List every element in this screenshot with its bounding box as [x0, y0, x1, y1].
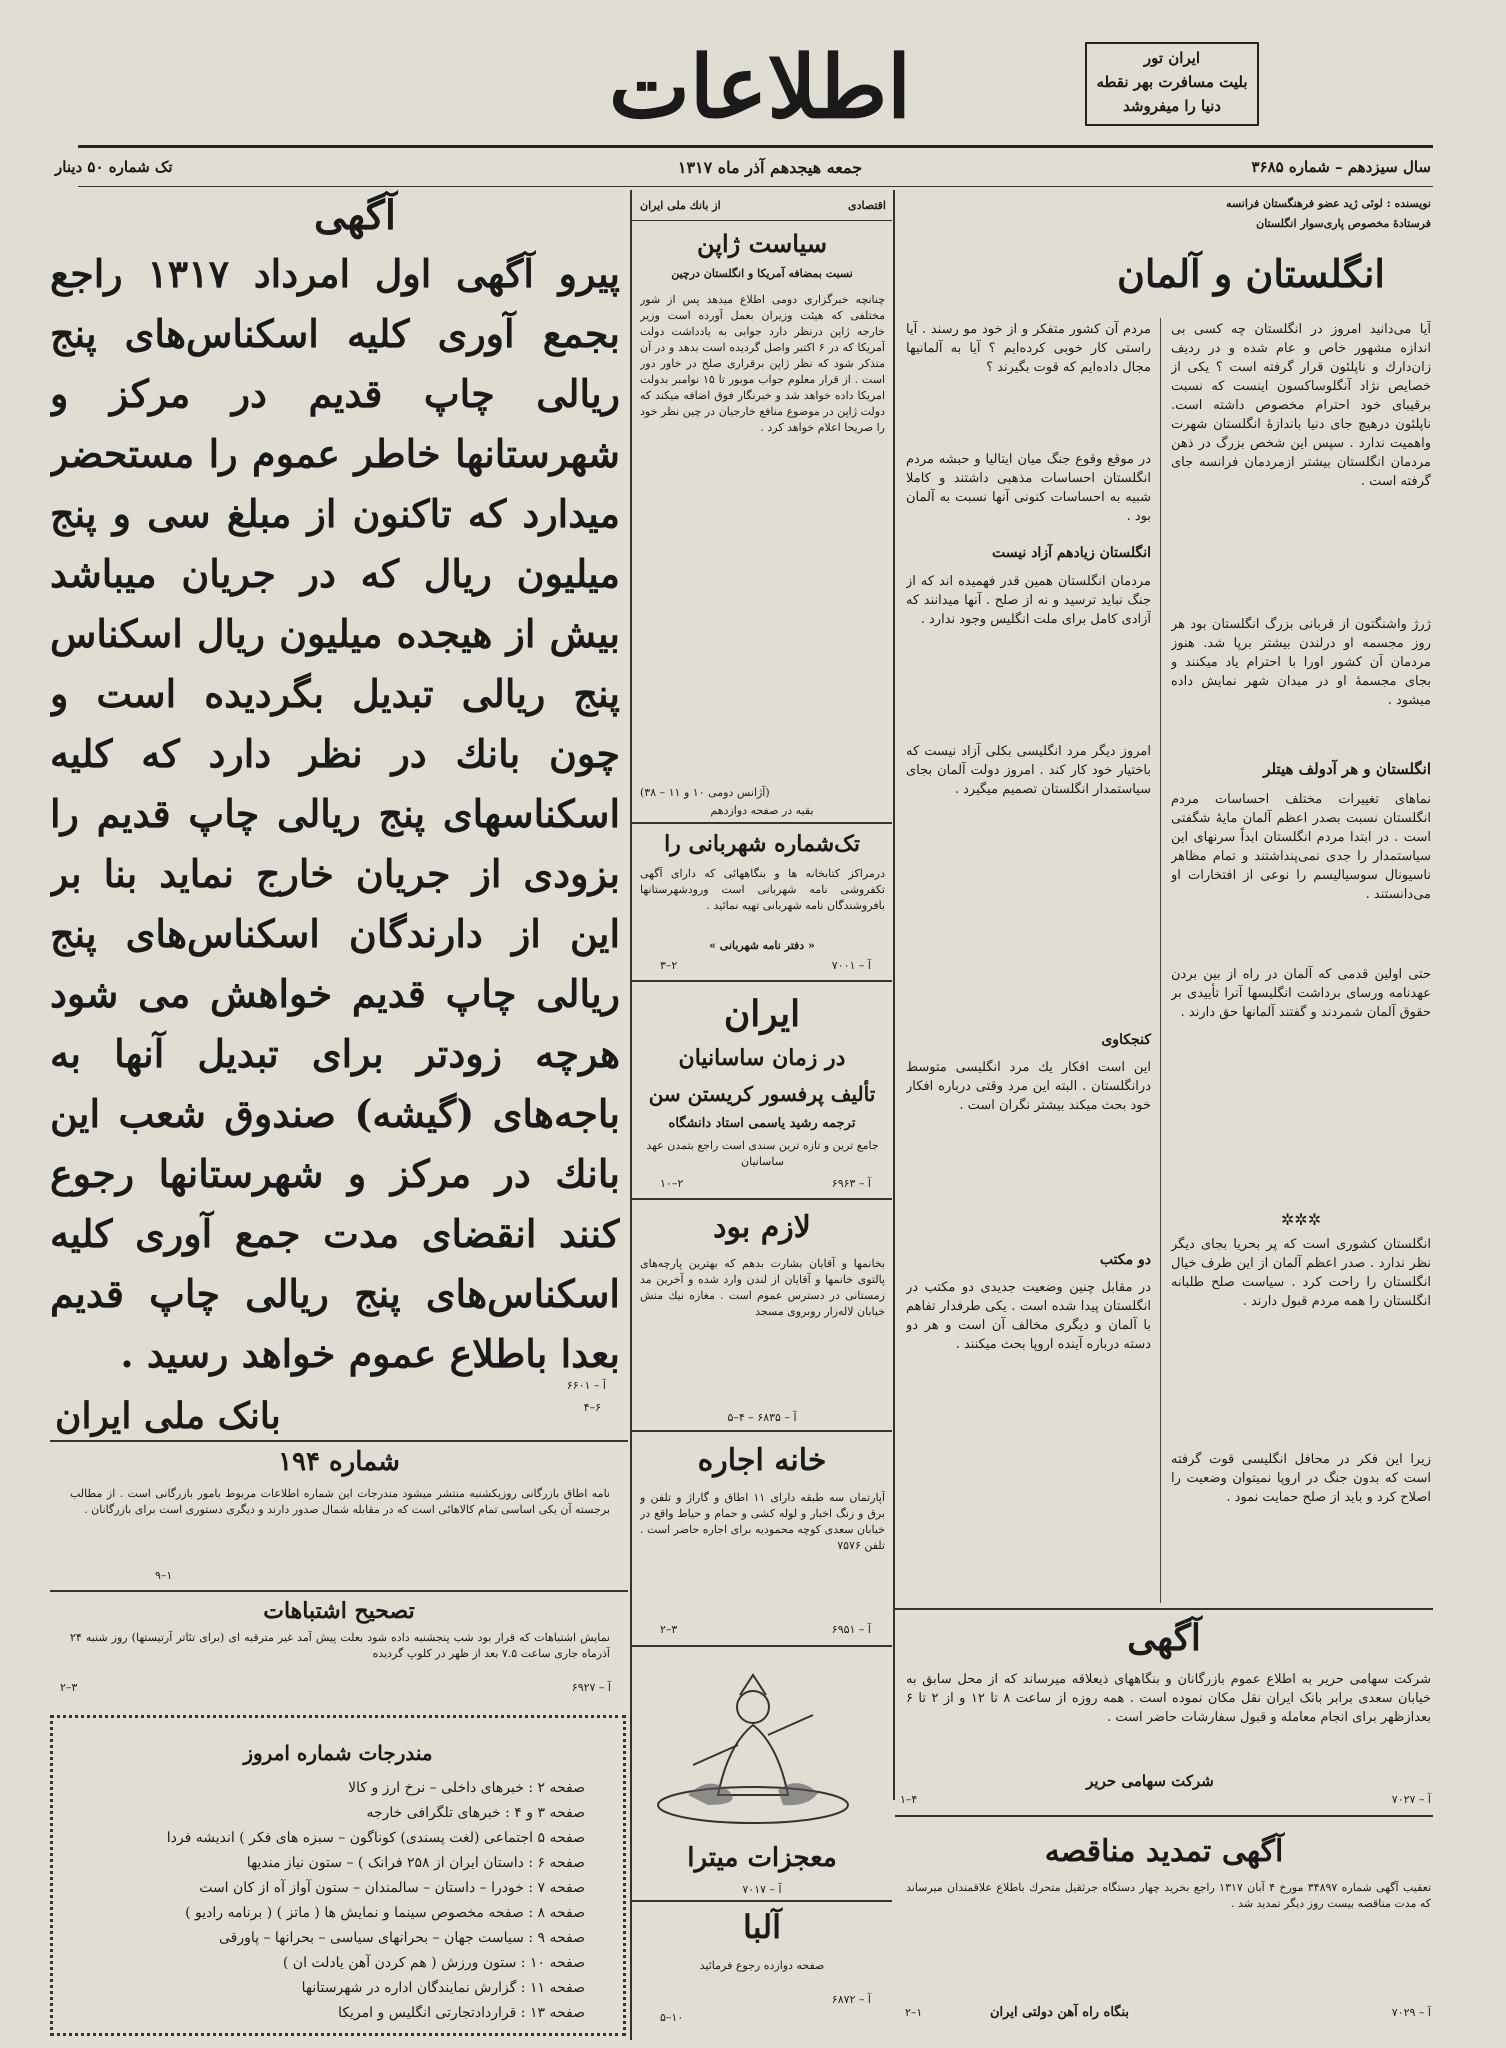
tender-ad-body: تعقیب آگهی شماره ۳۴۸۹۷ مورخ ۴ آبان ۱۳۱۷ راجع بخرید چهار دستگاه جرثقیل متحرك باطلاع علاقمندان میرساند که مدت مناقصه بیست روز دیگر تمدید شد . [906, 1881, 1431, 1910]
article-subheading: دو مکتب [1099, 1252, 1151, 1268]
section-rule [50, 1590, 628, 1592]
section-rule [632, 1900, 892, 1902]
bank-ad-code: آ – ۶۶۰۱ [566, 1379, 606, 1392]
silk-ad-body: شرکت سهامی حریر به اطلاع عموم بازرگانان و بنگاههای ذیعلاقه میرساند که از محل سابق به خیابان سعدی برابر بانک ایران نقل مکان نموده است . همه روزه از ساعت ۸ تا ۱۲ و از ۲ تا ۶ بعدازظهر برای انجام معامله و قبول سفارشات حاضر است . [906, 1672, 1431, 1725]
tender-ad-signature: بنگاه راه آهن دولتی ایران [990, 2005, 1130, 2020]
bank-ad-signature: بانک ملی ایران [55, 1395, 281, 1437]
economics-source-line: (آژانس دومی ۱۰ و ۱۱ – ۳۸) [640, 786, 770, 799]
article-column-1e: انگلستان کشوری است که پر بحریا بجای دیگر نظر ندارد . صدر اعظم آلمان از این طرف خیال انگلستان را راحت کرد . سیاست صلح طلبانه انگلستان را همه مردم قبول دارند . [1171, 1237, 1431, 1309]
errata-ad-code: آ – ۶۹۲۷ [571, 1681, 611, 1694]
article-byline-2: فرستادهٔ مخصوص پاری‌سوار انگلستان [1256, 217, 1431, 230]
book-ad-translator: ترجمه رشید یاسمی استاد دانشگاه [668, 1116, 856, 1131]
article-subheading: انگلستان زیادهم آزاد نیست [991, 545, 1151, 561]
section-rule [632, 1645, 892, 1647]
issue-ad-code: ۱–۹ [155, 1569, 173, 1582]
notice-line-2: بلیت مسافرت بهر نقطه [1096, 73, 1248, 91]
issue-price: تک شماره ۵۰ دینار [55, 158, 173, 176]
house-ad-body: آپارتمان سه طبقه دارای ۱۱ اطاق و گاراژ و تلفن و برق و زنگ اخبار و لوله کشی و حمام و حیاط واقع در خیابان سعدی کوچه محمودیه برای اجاره حاضر است . تلفن ۷۵۷۶ [640, 1491, 885, 1552]
bank-ad-code-2: ۶–۴ [583, 1401, 601, 1414]
economics-subheadline: نسبت بمضافه آمریکا و انگلستان درچین [671, 267, 853, 280]
contents-row: صفحه ۱۱ : گزارش نمایندگان اداره در شهرستانها [301, 1980, 585, 1996]
newspaper-masthead: اطلاعات [608, 37, 912, 138]
article-subheading: انگلستان و هر آدولف هیتلر [1263, 760, 1431, 778]
contents-title: مندرجات شماره امروز [243, 1741, 433, 1765]
contents-row: صفحه ۷ : خودرا – داستان – سالمندان – ستون آواز آه از کان است [199, 1880, 585, 1896]
issue-ad-body: نامه اطاق بازرگانی روزیکشنبه منتشر میشود مندرجات این شماره اطلاعات مربوط بامور بازرگانی است . از مطالب برجسته آن یکی اساسی تمام کالاهائی است که در مقابله شمال صدور دارند و دیگری دستوری است برای بازرگانان . [70, 1487, 610, 1516]
mitra-ad-title: معجزات میترا [687, 1843, 837, 1873]
continued-note: بقیه در صفحه دوازدهم [710, 804, 814, 817]
section-rule [632, 1430, 892, 1432]
shahrbani-ad-title: تک‌شماره شهربانی را [664, 831, 860, 857]
alba-ad-title: آلبا [742, 1908, 782, 1946]
article-column-2e: این است افکار یك مرد انگلیسی متوسط درانگلستان . البته این مرد وقتی درباره افکار خود بحث میکند بیشتر نگران است . [906, 1060, 1151, 1113]
contents-list [73, 1776, 585, 2026]
article-column-2c: مردمان انگلستان همین قدر فهمیده اند که از جنگ نباید ترسید و نه از صلح . آنها میدانند که آزادی کامل برای ملت انگلیس وجود ندارد . [906, 574, 1151, 627]
tender-ad-code: آ – ۷۰۲۹ [1391, 2006, 1431, 2019]
issue-date: جمعه هیجدهم آذر ماه ۱۳۱۷ [677, 158, 863, 177]
contents-row: صفحه ۳ و ۴ : خبرهای تلگرافی خارجه [366, 1805, 585, 1821]
economics-source: از بانك ملی ایران [640, 199, 721, 212]
economics-tag: اقتصادی [847, 199, 886, 212]
silk-ad-signature: شرکت سهامی حریر [1086, 1772, 1214, 1790]
section-rule [632, 1198, 892, 1200]
needed-ad-code: آ – ۶۸۳۵ – ۴–۵ [727, 1411, 797, 1424]
article-column-1d: حتی اولین قدمی که آلمان در راه از بین بردن عهدنامه ورسای برداشت انگلیسها آنرا تأییدی بر حقوق آلمان شمردند و گفتند آلمانها حق دارند . [1171, 967, 1431, 1020]
bank-ad-body: پیرو آگهی اول امرداد ۱۳۱۷ راجع بجمع آوری کلیه اسکناس‌های پنج ریالی چاپ قدیم در مرکز و شهرستانها خاطر عموم را مستحضر میدارد که تاکنون از مبلغ سی و پنج میلیون ریال که در جریان میباشد بیش از هیجده میلیون ریال اسکناس پنج ریالی تبدیل بگردیده است و چون بانك در نظر دارد که کلیه اسکناسهای پنج ریالی چاپ قدیم را بزودی از جریان خارج نماید بنا بر این از دارندگان اسکناس‌های پنج ریالی چاپ قدیم خواهش می شود هرچه زودتر برای تبدیل آنها به باجه‌های (گیشه) صندوق شعب این بانك در مرکز و شهرستانها رجوع کنند انقضای مدت جمع آوری کلیه اسکناس‌های پنج ریالی چاپ قدیم بعدا باطلاع عموم خواهد رسید . [50, 251, 620, 1376]
article-column-2b: در موقع وقوع جنگ میان ایتالیا و حبشه مردم انگلستان احساسات مذهبی داشتند و کاملا شبیه به احساسات کنونی آنها نسبت به آلمان بود . [906, 452, 1151, 524]
article-column-1a: آیا می‌دانید امروز در انگلستان چه کسی بی اندازه مشهور خاص و عام شده و در ردیف زان‌دارك و ناپلئون قرار گرفته است ؟ یکی از خصایص نژاد آنگلوساکسون اینست که نسبت برقیبای خود احترام مخصوص داشته است. ناپلئون درهیچ جای دنیا باندازهٔ انگلستان شهرت واهمیت ندارد . سپس این شخص بزرگ در ذهن مردمان انگلستان بیشتر ازمردمان فرانسه جای گرفته است . [1171, 322, 1431, 489]
silk-ad-code-2: ۴–۱ [900, 1793, 918, 1806]
contents-row: صفحه ۲ : خبرهای داخلی – نرخ ارز و کالا [348, 1780, 585, 1796]
house-ad-code-2: ۳–۲ [660, 1623, 678, 1636]
economics-body: چنانچه خبرگزاری دومی اطلاع میدهد پس از شور مختلفی که هیئت وزیران بعمل آورده است وزیر خارجه ژاپن درنظر دارد جوابی به یادداشت دولت آمریکا که در ۶ اکتبر واصل گردیده است بدهد و در آن متذکر شود که نظر ژاپن برقراری صلح در خاور دور است . از قرار معلوم جواب موبور تا ۱۵ نوامبر بدولت امریکا داده خواهد شد و خبرنگار فوق اضافه میکند که دولت ژاپن در موضوع منافع خارجیان در چین نظر خود را صریحا اعلام خواهد کرد . [640, 293, 885, 434]
silk-ad-code: آ – ۷۰۲۷ [1391, 1793, 1431, 1806]
contents-row: صفحه ۱۰ : ستون ورزش ( هم کردن آهن یادلت ان ) [282, 1955, 585, 1971]
tender-ad-code-2: ۱–۲ [905, 2006, 923, 2019]
notice-line-1: ایران تور [1143, 49, 1201, 67]
tender-ad-title: آگهی تمدید مناقصه [1044, 1834, 1284, 1869]
article-column-1c: نماهای تغییرات مختلف احساسات مردم انگلستان نسبت بصدر اعظم آلمان مایهٔ شگفتی است . در ابتدا مردم انگلستان ابداً سرنهای این سیاستمدار را جدی نمی‌پنداشتند و تمام مظاهر ناسیونال سوسیالیسم را نوعی از افتخارات او می‌دانستند . [1171, 792, 1431, 902]
book-ad-subtitle: در زمان ساسانیان [678, 1045, 846, 1071]
inner-divider [1160, 318, 1161, 1603]
needed-ad-body: بخانمها و آقایان بشارت بدهم که بهترین پارچه‌های پالتوی خانمها و آقایان از لندن وارد شده و آخرین مد زمستانی در دسترس عموم است . مغازه نیك منش خیابان لاله‌زار روبروی مسجد [640, 1257, 885, 1318]
alba-ad-code: آ – ۶۸۷۲ [831, 1993, 871, 2006]
shahrbani-ad-code-2: ۲–۳ [660, 959, 678, 972]
article-column-2f: در مقابل چنین وضعیت جدیدی دو مکتب در انگلستان پیدا شده است . یکی طرفدار تفاهم با آلمان و دیگری مخالف آن است و هر دو دسته درباره آینده اروپا بحث میکنند . [906, 1280, 1151, 1352]
economics-headline: سیاست ژاپن [697, 229, 827, 258]
issue-ad-title: شماره ۱۹۴ [278, 1447, 400, 1477]
book-ad-code-2: ۲–۱۰ [660, 1177, 684, 1190]
shahrbani-ad-signature: « دفتر نامه شهربانی » [709, 939, 815, 952]
volume-number: سال سیزدهم – شماره ۳۶۸۵ [1251, 158, 1431, 176]
notice-line-3: دنیا را میفروشد [1123, 97, 1221, 115]
article-column-1f: زیرا این فکر در محافل انگلیسی قوت گرفته است که بدون جنگ در اروپا نمیتوان وضعیت را اصلاح کرد و باید از صلح حمایت نمود . [1171, 1452, 1431, 1505]
article-column-1b: ژرژ واشنگتون از قربانی بزرگ انگلستان بود هر روز مجسمه او درلندن بیشتر برپا شد. هنوز مردمان آن کشور اورا با احترام یاد میکنند و بجای مجسمهٔ او در میدان شهر نمایش داده میشود . [1171, 617, 1431, 708]
alba-ad-body: صفحه دوازده رجوع فرمائید [699, 1959, 825, 1972]
shahrbani-ad-body: درمراکز کتابخانه ها و بنگاههائی که دارای آگهی تکفروشی نامه شهربانی است ورود‌شهرستانها بافروشندگان نامه شهربانی تهیه نمائید . [640, 867, 885, 912]
needed-ad-title: لازم بود [713, 1210, 811, 1245]
contents-box [50, 1715, 626, 2036]
alba-ad-code-2: ۱۰–۵ [660, 2011, 684, 2024]
separator-stars: ✲✲✲ [1280, 1210, 1322, 1229]
errata-ad-title: تصحیح اشتباهات [263, 1598, 415, 1624]
dateline-rule [78, 186, 1433, 187]
mitra-illustration [648, 1655, 858, 1830]
house-ad-code: آ – ۶۹۵۱ [831, 1623, 871, 1636]
section-rule [895, 1815, 1433, 1817]
mitra-ad-code: آ – ۷۰۱۷ [742, 1883, 782, 1896]
shahrbani-ad-code: آ – ۷۰۰۱ [831, 959, 871, 972]
iran-tour-notice [1085, 42, 1259, 126]
contents-row: صفحه ۶ : داستان ایران از ۲۵۸ فرانک ) – ستون نیاز مندیها [246, 1855, 585, 1871]
masthead-rule [78, 145, 1433, 148]
errata-ad-code-2: ۳–۲ [60, 1681, 78, 1694]
book-ad-code: آ – ۶۹۶۳ [831, 1177, 871, 1190]
house-ad-title: خانه اجاره [697, 1443, 827, 1478]
contents-row: صفحه ۵ اجتماعی (لغت پسندی) کوناگون – سبزه های فکر ) اندیشه فردا [166, 1830, 585, 1846]
contents-row: صفحه ۱۳ : قراردادتجارتی انگلیس و امریکا [338, 2005, 585, 2021]
contents-row: صفحه ۸ : صفحه مخصوص سینما و نمایش ها ( ماتز ) ( برنامه رادیو ) [185, 1905, 585, 1921]
article-subheading: کنجکاوی [1101, 1032, 1151, 1048]
section-rule [632, 980, 892, 982]
section-rule [895, 1608, 1433, 1610]
book-ad-author: تألیف پرفسور کریستن سن [648, 1082, 876, 1106]
section-rule [632, 822, 892, 824]
contents-row: صفحه ۹ : سیاست جهان – بحرانهای سیاسی – بحرانها – پاورقی [218, 1930, 585, 1946]
book-ad-title: ایران [723, 993, 801, 1035]
column-divider [893, 190, 895, 1800]
bank-ad-title: آگهی [314, 192, 396, 239]
silk-ad-title: آگهی [1127, 1617, 1201, 1659]
section-rule [632, 220, 892, 221]
book-ad-body: جامع ترین و تازه ترین سندی است راجع بتمدن عهد ساسانیان [646, 1139, 879, 1168]
article-headline: انگلستان و آلمان [1117, 251, 1385, 296]
article-column-2d: امروز دیگر مرد انگلیسی بکلی آزاد نیست که باختیار خود کار کند . امروز دولت آلمان بجای سیاستمدار انگلستان تصمیم میگیرد . [906, 744, 1151, 797]
errata-ad-body: نمایش اشتباهات که قرار بود شب پنجشنبه داده شود بعلت پیش آمد غیر مترقبه ای (برای تئاتر آرتیستها) روز شنبه ۲۴ آذرماه جاری ساعت ۷.۵ بعد از ظهر در کلوپ گردیده [70, 1631, 610, 1660]
article-byline: نویسنده : لوئی ژید عضو فرهنگستان فرانسه [1226, 197, 1431, 210]
article-column-2a: مردم آن کشور متفکر و از خود مو ‌رسند . آیا راستی کار خوبی کرده‌ایم ؟ آیا به آلمانیها مجال داده‌ایم که قوت بگیرند ؟ [906, 322, 1151, 375]
